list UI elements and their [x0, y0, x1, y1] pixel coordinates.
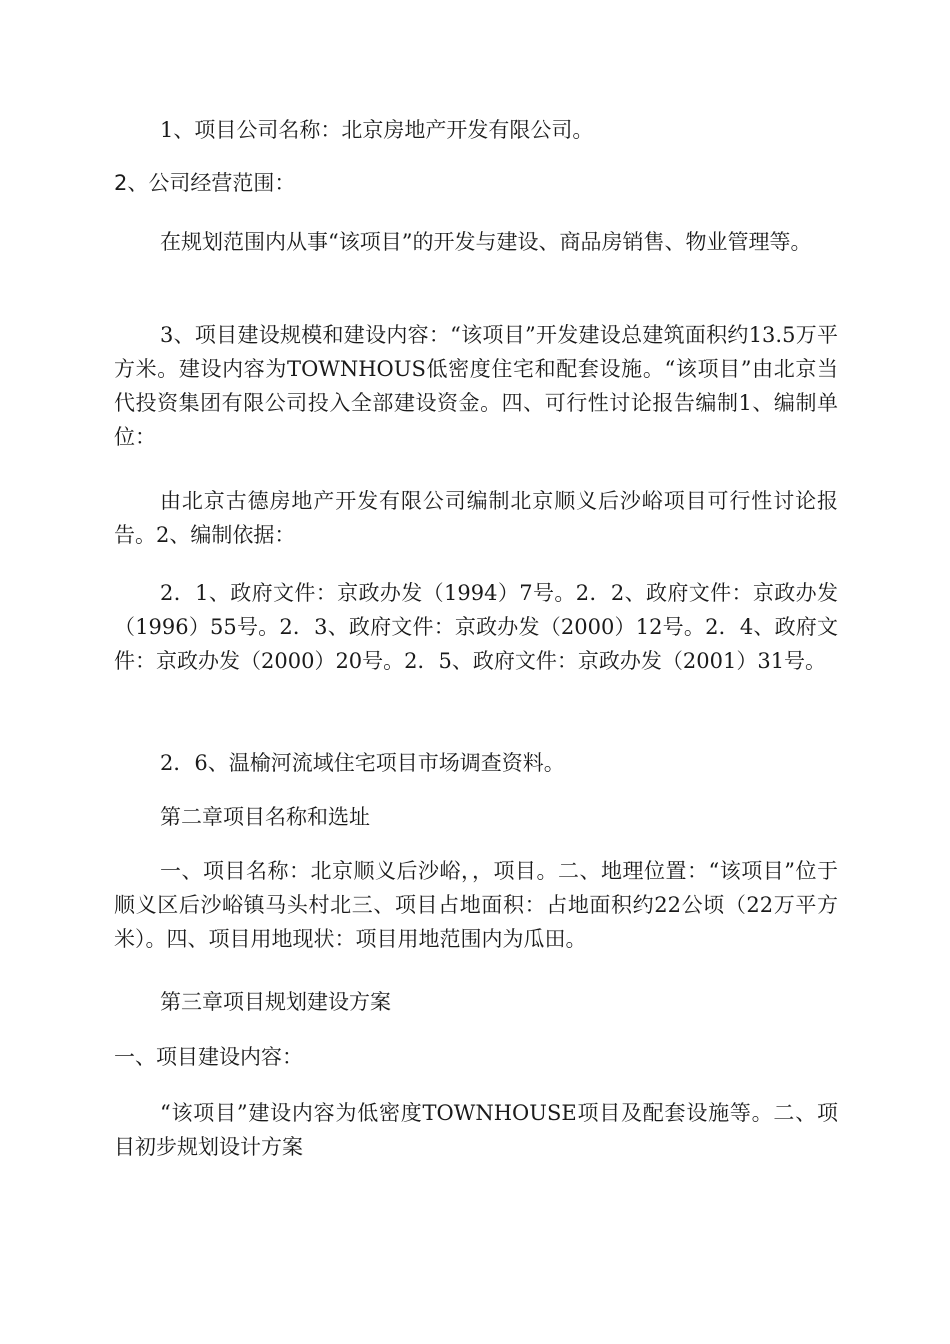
paragraph-construction-content: “该项目”建设内容为低密度TOWNHOUSE项目及配套设施等。二、项目初步规划设计方案 — [114, 1101, 838, 1159]
paragraph-construction-heading: 一、项目建设内容： — [114, 1045, 303, 1069]
paragraph-project-location: 一、项目名称：北京顺义后沙峪，，项目。二、地理位置：“该项目”位于顺义区后沙峪镇马头村北三、项目占地面积：占地面积约22公顷（22万平方米）。四、项目用地现状：项目用地范围内为瓜田。 — [114, 859, 838, 951]
paragraph-report-compiler: 由北京古德房地产开发有限公司编制北京顺义后沙峪项目可行性讨论报告。2、编制依据： — [114, 489, 838, 547]
paragraph-company-name: 1、项目公司名称：北京房地产开发有限公司。 — [160, 118, 594, 142]
chapter-2-heading: 第二章项目名称和选址 — [160, 805, 370, 829]
paragraph-business-scope-heading: 2、公司经营范围： — [114, 171, 296, 195]
paragraph-government-documents: 2．1、政府文件：京政办发（1994）7号。2．2、政府文件：京政办发（1996）55号。2．3、政府文件：京政办发（2000）12号。2．4、政府文件：京政办发（2000）20号。2．5、政府文件：京政办发（2001）31号。 — [114, 581, 838, 673]
chapter-3-heading: 第三章项目规划建设方案 — [160, 990, 391, 1014]
paragraph-project-scale: 3、项目建设规模和建设内容：“该项目”开发建设总建筑面积约13.5万平方米。建设内容为TOWNHOUS低密度住宅和配套设施。“该项目”由北京当代投资集团有限公司投入全部建设资金。四、可行性讨论报告编制1、编制单位： — [114, 323, 838, 449]
paragraph-business-scope: 在规划范围内从事“该项目”的开发与建设、商品房销售、物业管理等。 — [160, 230, 812, 254]
paragraph-market-survey: 2．6、温榆河流域住宅项目市场调查资料。 — [160, 751, 565, 775]
